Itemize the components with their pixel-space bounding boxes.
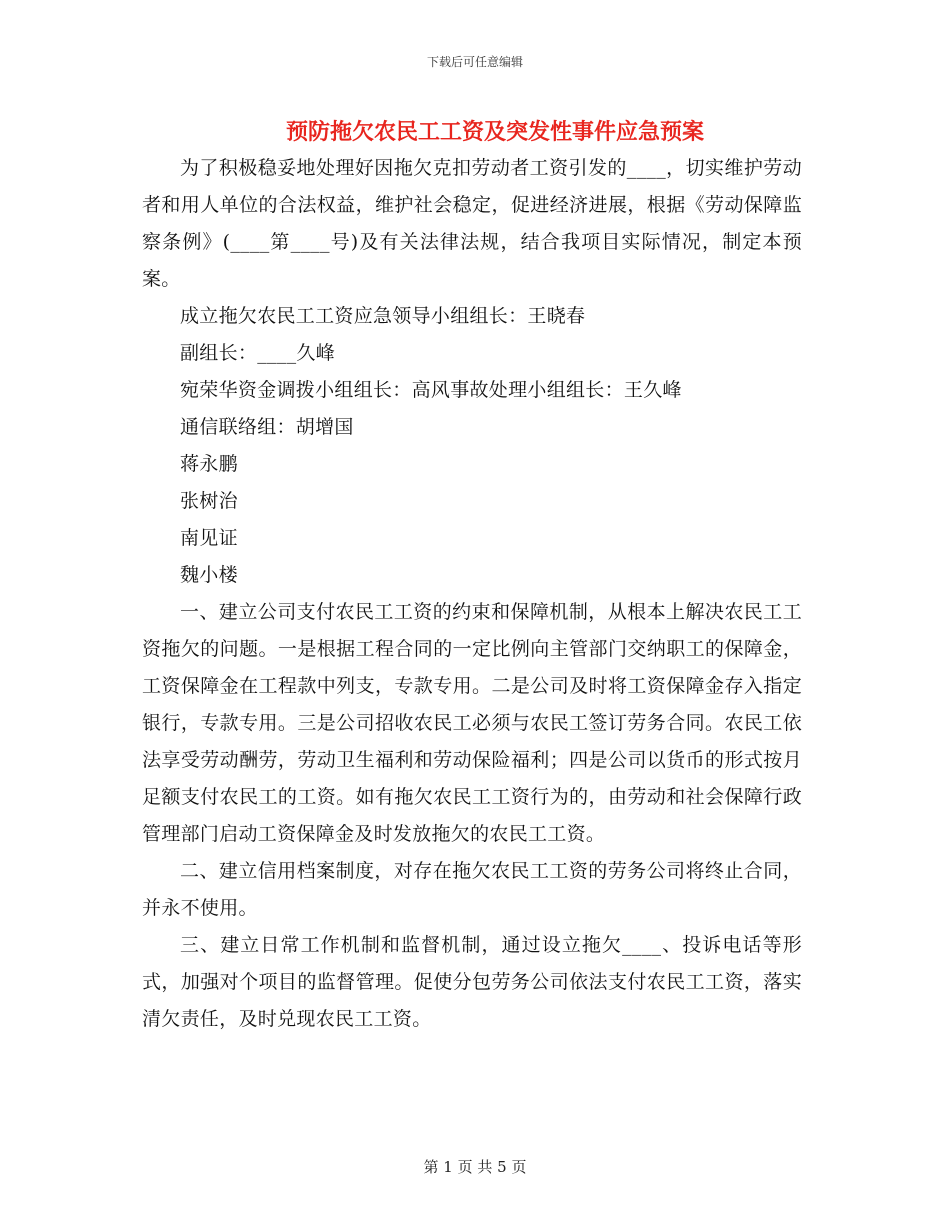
paragraph-comms-group: 通信联络组：胡增国 <box>180 416 354 438</box>
paragraph-deputy: 副组长：____久峰 <box>180 342 336 364</box>
page-number: 第 1 页 共 5 页 <box>423 1158 527 1176</box>
document-body <box>142 150 802 1038</box>
paragraph-member: 南见证 <box>180 527 238 549</box>
paragraph-member: 张树治 <box>180 490 238 512</box>
paragraph-groups: 宛荣华资金调拨小组组长：高风事故处理小组组长：王久峰 <box>180 379 682 401</box>
paragraph-member: 魏小楼 <box>180 564 238 586</box>
paragraph-section-1: 一、建立公司支付农民工工资的约束和保障机制，从根本上解决农民工工资拖欠的问题。一是根据工程合同的一定比例向主管部门交纳职工的保障金，工资保障金在工程款中列支，专款专用。二是公司及时将工资保障金存入指定银行，专款专用。三是公司招收农民工必须与农民工签订劳务合同。农民工依法享受劳动酬劳，劳动卫生福利和劳动保险福利；四是公司以货币的形式按月足额支付农民工的工资。如有拖欠农民工工资行为的，由劳动和社会保障行政管理部门启动工资保障金及时发放拖欠的农民工工资。 <box>142 601 802 845</box>
header-note: 下载后可任意编辑 <box>426 55 523 69</box>
paragraph-section-2: 二、建立信用档案制度，对存在拖欠农民工工资的劳务公司将终止合同，并永不使用。 <box>142 860 802 919</box>
paragraph-intro: 为了积极稳妥地处理好因拖欠克扣劳动者工资引发的____，切实维护劳动者和用人单位的合法权益，维护社会稳定，促进经济进展，根据《劳动保障监察条例》(____第____号)及有关法律法规，结合我项目实际情况，制定本预案。 <box>142 157 802 290</box>
paragraph-section-3: 三、建立日常工作机制和监督机制，通过设立拖欠____、投诉电话等形式，加强对个项目的监督管理。促使分包劳务公司依法支付农民工工资，落实清欠责任，及时兑现农民工工资。 <box>142 934 802 1030</box>
document-title: 预防拖欠农民工工资及突发性事件应急预案 <box>285 119 704 145</box>
paragraph-member: 蒋永鹏 <box>180 453 238 475</box>
paragraph-leader: 成立拖欠农民工工资应急领导小组组长：王晓春 <box>180 305 586 327</box>
